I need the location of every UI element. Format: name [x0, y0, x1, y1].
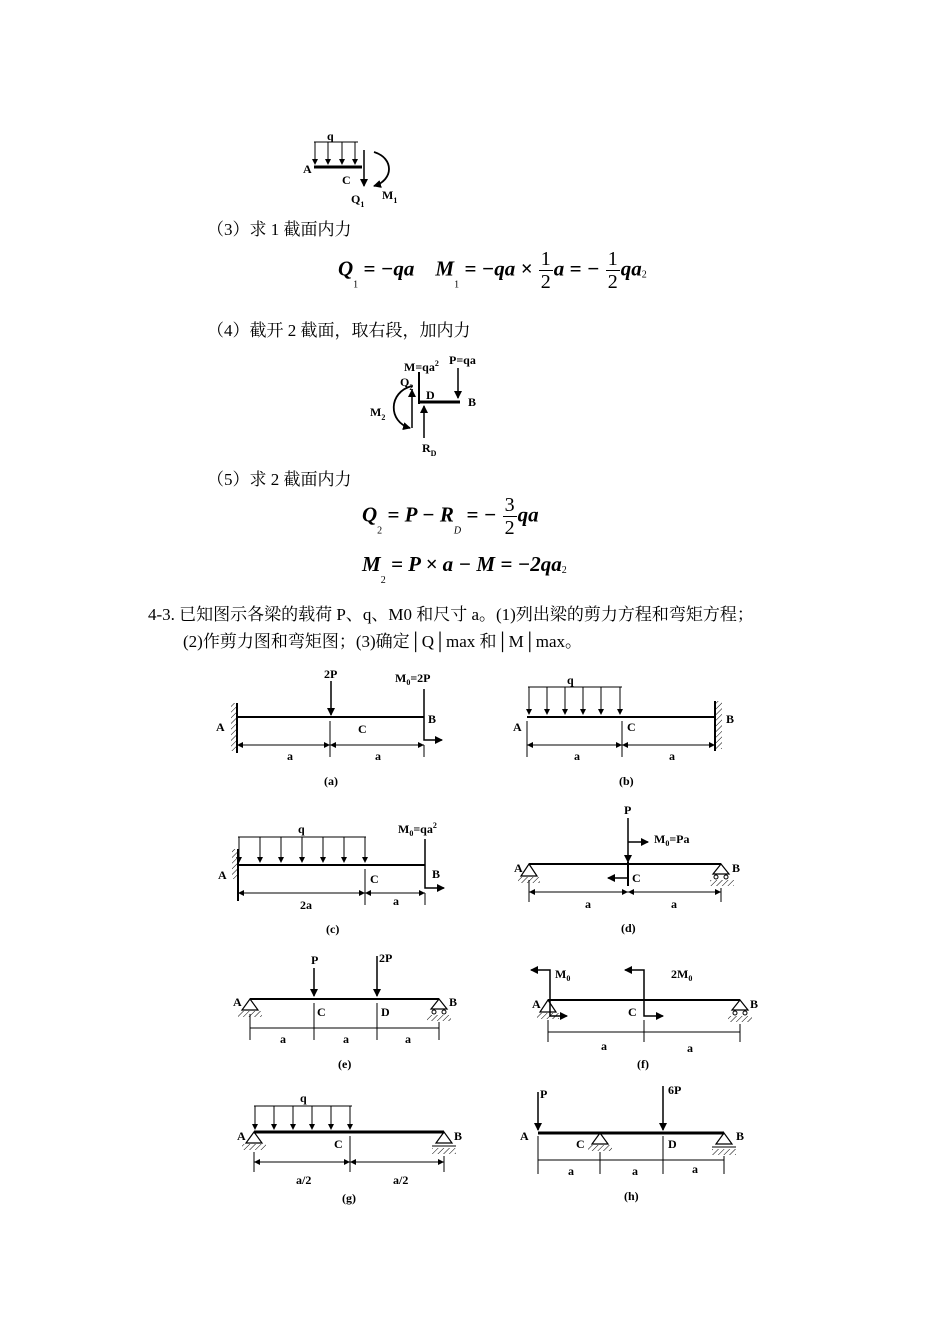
support-B [713, 864, 729, 874]
dim-1: a [287, 749, 293, 763]
support-A [540, 1000, 556, 1012]
beam-figure-d [508, 800, 768, 940]
label-C: C [334, 1137, 343, 1151]
label-P-qa: P=qa [449, 353, 476, 367]
label-C: C [342, 173, 351, 187]
caption-f: (f) [637, 1057, 649, 1071]
label-P: P [624, 803, 632, 817]
dim-1: a [585, 897, 591, 911]
label-P: P [540, 1087, 548, 1101]
dim-2: a/2 [393, 1173, 409, 1187]
label-D: D [668, 1137, 677, 1151]
support-B [436, 1132, 452, 1143]
label-q: q [300, 1091, 307, 1105]
step-5-text: （5）求 2 截面内力 [207, 470, 352, 489]
label-P: P [311, 953, 319, 967]
dim-3: a [692, 1162, 698, 1176]
label-2M0: $2M_0$ [671, 967, 693, 983]
moment-label: $M_0=Pa$ [654, 832, 690, 848]
label-A: A [216, 720, 225, 734]
section-2-free-body-diagram [360, 352, 500, 462]
moment-arrow-2M0 [625, 970, 644, 1000]
caption-c: (c) [326, 922, 340, 936]
dim-1: a/2 [296, 1173, 312, 1187]
label-6P: 6P [668, 1083, 682, 1097]
beam-figure-c [212, 815, 472, 940]
label-M2: $M_2$ [370, 405, 386, 422]
dim-3: a [405, 1032, 411, 1046]
problem-line-2: (2)作剪力图和弯矩图；(3)确定│Q│max 和│M│max。 [183, 632, 583, 651]
label-2P: 2P [379, 951, 393, 965]
distributed-load [529, 687, 620, 714]
equation-shear-2: $Q_2 = P - R_D$ = − $\frac{3}{2}$ qa [362, 494, 539, 539]
caption-b: (b) [619, 774, 634, 788]
beam-figure-h [510, 1080, 760, 1210]
support-A [242, 999, 258, 1010]
caption-g: (g) [342, 1191, 356, 1205]
distributed-load [239, 837, 365, 862]
label-A: A [532, 997, 541, 1011]
beam-figure-b [505, 665, 765, 795]
label-q: q [298, 822, 305, 836]
label-C: C [358, 722, 367, 736]
label-Q1: $Q_1$ [351, 192, 365, 209]
label-A: A [233, 995, 242, 1009]
moment-arc [374, 152, 389, 186]
dim-2: a [671, 897, 677, 911]
support-C [592, 1133, 608, 1144]
label-D: D [426, 388, 435, 402]
label-B: B [726, 712, 735, 726]
beam-figure-a [210, 665, 470, 795]
label-A: A [218, 868, 227, 882]
beam-figure-e [225, 950, 465, 1080]
label-q: q [327, 129, 334, 143]
label-C: C [317, 1005, 326, 1019]
beam-figure-g [230, 1090, 470, 1210]
label-B: B [432, 867, 441, 881]
moment-label: $M_0=qa^2$ [398, 821, 437, 838]
step-3-text: （3）求 1 截面内力 [207, 220, 352, 239]
label-C: C [627, 720, 636, 734]
label-A: A [237, 1129, 246, 1143]
caption-a: (a) [324, 774, 338, 788]
dim-1: a [568, 1164, 574, 1178]
equation-moment-2: $M_2 = P \times a - M = -2qa_2$ [362, 552, 567, 586]
label-B: B [732, 861, 741, 875]
moment-label: $M_0=2P$ [395, 671, 431, 687]
step-4-text: （4）截开 2 截面，取右段，加内力 [207, 321, 471, 340]
support-B [431, 999, 447, 1009]
distributed-load [255, 1106, 350, 1129]
label-RD: $R_D$ [422, 441, 437, 458]
label-B: B [468, 395, 477, 409]
dim-1: a [601, 1039, 607, 1053]
label-B: B [736, 1129, 745, 1143]
dim-2: a [393, 894, 399, 908]
support-A [521, 864, 537, 876]
label-A: A [513, 720, 522, 734]
label-M0: $M_0$ [555, 967, 571, 983]
equation-section-1: $Q_1 = -qa$ $M_1 = -qa$ × $\frac{1}{2}$ a = − $\frac{1}{2}$ $qa_2$ [338, 248, 647, 293]
label-C: C [370, 872, 379, 886]
caption-h: (h) [624, 1189, 639, 1203]
label-M1: $M_1$ [382, 188, 398, 205]
label-q: q [567, 673, 574, 687]
caption-d: (d) [621, 921, 636, 935]
dim-1: a [574, 749, 580, 763]
label-Q2: $Q_2$ [400, 375, 414, 392]
support-B [732, 1000, 748, 1010]
problem-line-1: 4-3. 已知图示各梁的载荷 P、q、M0 和尺寸 a。(1)列出梁的剪力方程和弯矩方程； [148, 605, 754, 624]
dim-2: a [375, 749, 381, 763]
dim-2: a [669, 749, 675, 763]
label-B: B [750, 997, 759, 1011]
dim-2: a [632, 1164, 638, 1178]
support-A [246, 1132, 262, 1143]
label-D: D [381, 1005, 390, 1019]
label-C: C [628, 1005, 637, 1019]
label-A: A [303, 162, 312, 176]
dim-1: a [280, 1032, 286, 1046]
moment-arrow-M0 [531, 970, 550, 1000]
label-A: A [514, 861, 523, 875]
beam-figure-f [515, 960, 775, 1080]
label-A: A [520, 1129, 529, 1143]
label-C: C [632, 871, 641, 885]
caption-e: (e) [338, 1057, 352, 1071]
label-C: C [576, 1137, 585, 1151]
support-B [716, 1133, 732, 1144]
dim-1: 2a [300, 898, 312, 912]
moment-arc-M2 [394, 386, 412, 428]
load-label-2P: 2P [324, 667, 338, 681]
section-1-free-body-diagram [298, 128, 418, 210]
dim-2: a [687, 1041, 693, 1055]
label-B: B [428, 712, 437, 726]
dim-2: a [343, 1032, 349, 1046]
label-M-qa2: $M=qa^2$ [404, 359, 439, 374]
label-B: B [449, 995, 458, 1009]
label-B: B [454, 1129, 463, 1143]
